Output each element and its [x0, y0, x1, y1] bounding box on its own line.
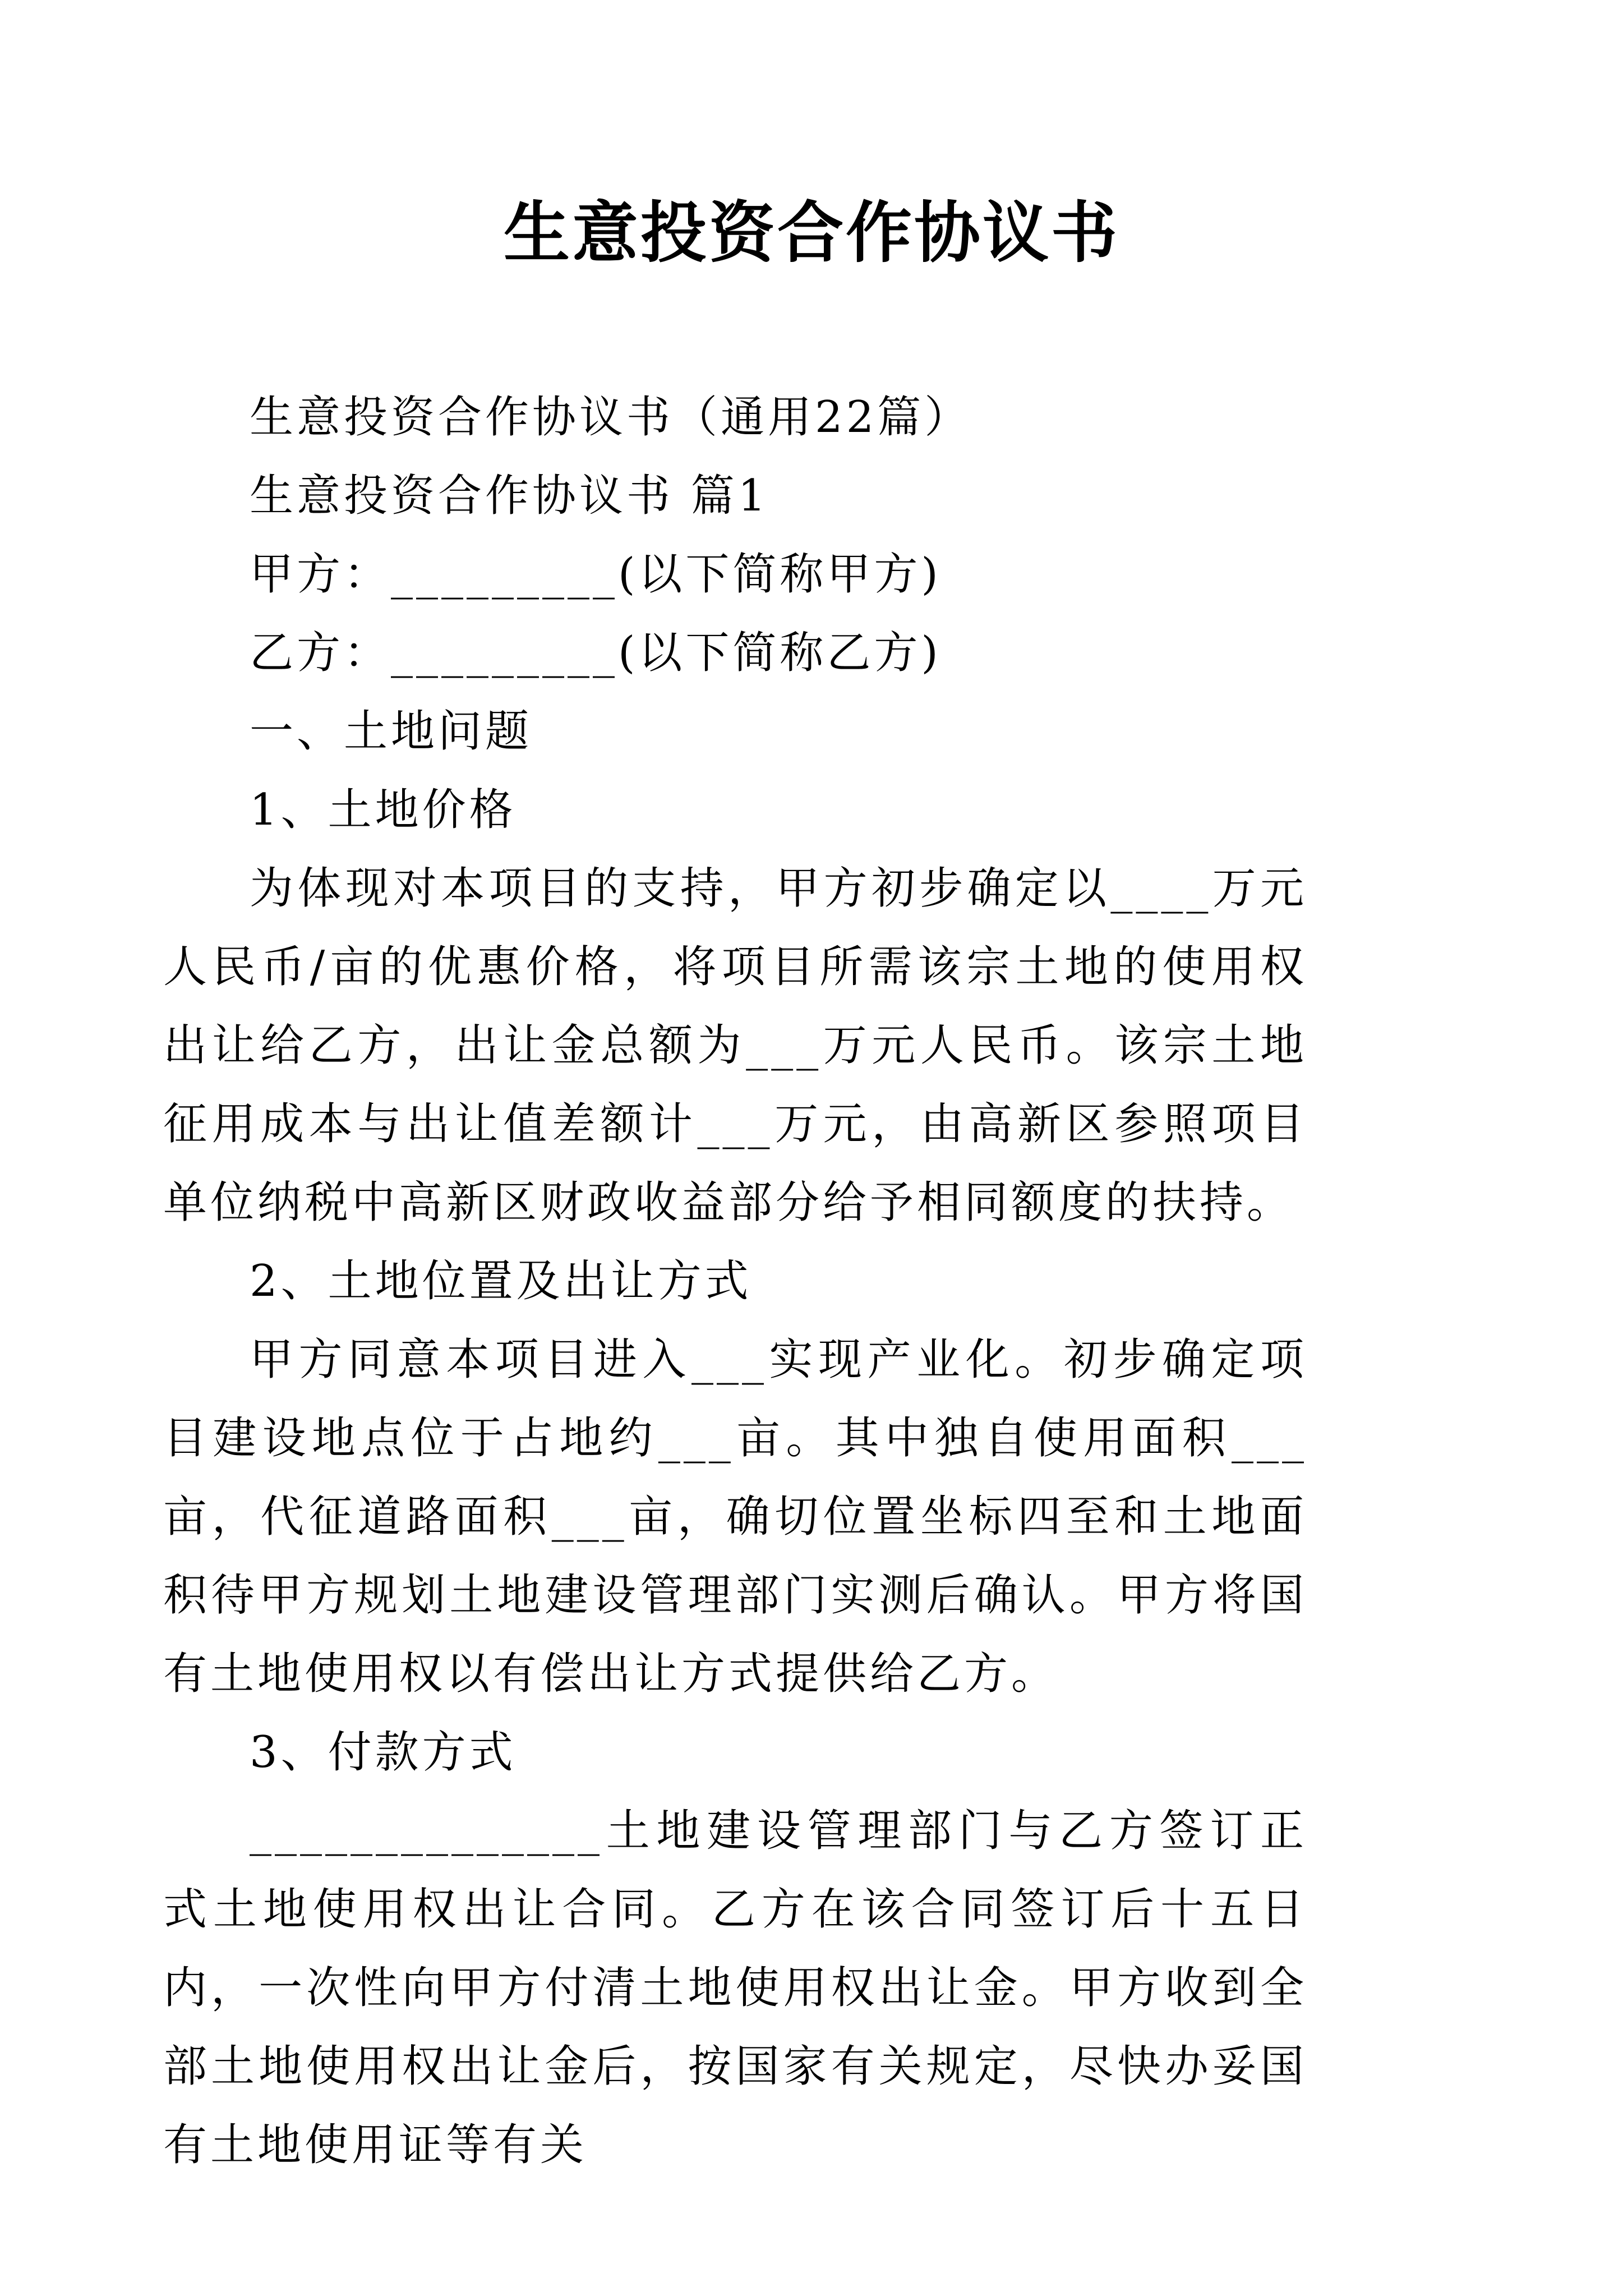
document-title: 生意投资合作协议书 — [503, 194, 1119, 272]
paragraph-heading-land-location: 2、土地位置及出让方式 — [250, 1256, 752, 1306]
paragraph-heading-land: 一、土地问题 — [250, 706, 533, 757]
paragraph-subtitle: 生意投资合作协议书（通用22篇） — [250, 392, 972, 443]
paragraph-party-a: 甲方：_________(以下简称甲方) — [250, 549, 942, 600]
paragraph-heading-land-price: 1、土地价格 — [250, 785, 517, 835]
document-body — [250, 378, 1394, 849]
paragraph-party-b: 乙方：_________(以下简称乙方) — [250, 628, 942, 678]
paragraph-section-heading: 生意投资合作协议书 篇1 — [250, 471, 769, 521]
body-flow — [163, 849, 1394, 2184]
paragraph-payment: ______________土地建设管理部门与乙方签订正式土地使用权出让合同。乙方在该合同签订后十五日内，一次性向甲方付清土地使用权出让金。甲方收到全部土地使用权出让金后，按国家有关规定，尽快办妥国有土地使用证等有关 — [163, 1806, 1307, 2170]
paragraph-heading-payment: 3、付款方式 — [250, 1727, 517, 1778]
paragraph-land-location: 甲方同意本项目进入___实现产业化。初步确定项目建设地点位于占地约___亩。其中独自使用面积___亩，代征道路面积___亩，确切位置坐标四至和土地面积待甲方规划土地建设管理部门实测后确认。甲方将国有土地使用权以有偿出让方式提供给乙方。 — [163, 1335, 1307, 1699]
paragraph-land-price: 为体现对本项目的支持，甲方初步确定以____万元人民币/亩的优惠价格，将项目所需该宗土地的使用权出让给乙方，出让金总额为___万元人民币。该宗土地征用成本与出让值差额计___万元，由高新区参照项目单位纳税中高新区财政收益部分给予相同额度的扶持。 — [163, 863, 1307, 1228]
